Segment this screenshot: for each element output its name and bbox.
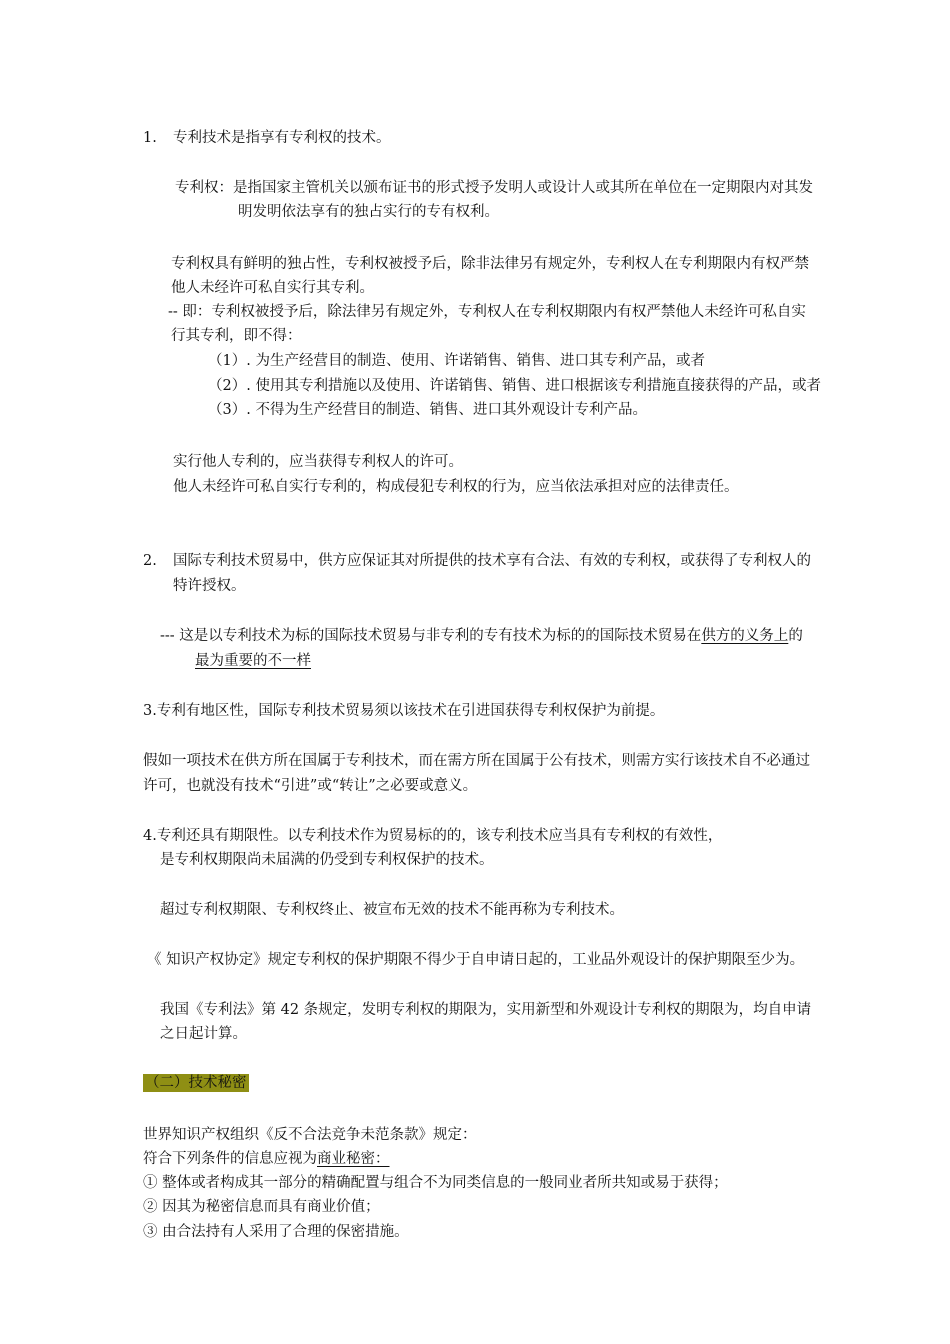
sub-item-1: （1）. 为生产经营目的制造、使用、许诺销售、销售、进口其专利产品，或者 xyxy=(208,353,705,369)
section-heading-trade-secret xyxy=(143,1072,249,1094)
note-prefix: --- 这是以专利技术为标的国际技术贸易与非专利的专有技术为标的的国际技术贸易在 xyxy=(160,628,702,644)
condition-1: ① 整体或者构成其一部分的精确配置与组合不为同类信息的一般同业者所共知或易于获得； xyxy=(143,1175,728,1191)
section2-line2: 特许授权。 xyxy=(173,578,246,594)
trade-secret-term: 商业秘密： xyxy=(317,1151,390,1167)
condition-2: ② 因其为秘密信息而具有商业价值； xyxy=(143,1199,380,1215)
exclusivity-line1: 专利权具有鲜明的独占性，专利权被授予后，除非法律另有规定外，专利权人在专利期限内有权严禁 xyxy=(171,256,809,272)
infringement-text: 他人未经许可私自实行专利的，构成侵犯专利权的行为，应当依法承担对应的法律责任。 xyxy=(173,479,739,495)
section4-law-line2: 之日起计算。 xyxy=(160,1026,247,1042)
section2-line1: 国际专利技术贸易中，供方应保证其对所提供的技术享有合法、有效的专利权，或获得了专利权人的 xyxy=(173,553,811,569)
note-underlined-obligation: 供方的义务上 xyxy=(701,628,789,644)
sub-item-2: （2）. 使用其专利措施以及使用、许诺销售、销售、进口根据该专利措施直接获得的产品，或者 xyxy=(208,378,821,394)
trade-secret-intro: 世界知识产权组织《反不合法竞争未范条款》规定： xyxy=(143,1127,477,1143)
section4-trips: 《 知识产权协定》规定专利权的保护期限不得少于自申请日起的，工业品外观设计的保护期限至少为。 xyxy=(147,952,805,968)
list-number-1: 1. xyxy=(143,130,157,146)
exclusivity-line2: 他人未经许可私自实行其专利。 xyxy=(171,280,374,296)
patent-right-def-line2: 明发明依法享有的独占实行的专有权利。 xyxy=(238,204,499,220)
section3-para-line2: 许可，也就没有技术“引进”或“转让”之必要或意义。 xyxy=(143,778,478,794)
highlighted-heading: （二）技术秘密 xyxy=(145,1075,247,1091)
note-suffix: 的 xyxy=(788,628,803,644)
sub-item-3: （3）. 不得为生产经营目的制造、销售、进口其外观设计专利产品。 xyxy=(208,402,647,418)
section3-para-line1: 假如一项技术在供方所在国属于专利技术，而在需方所在国属于公有技术，则需方实行该技术自不必通过 xyxy=(143,753,810,769)
patent-right-def-line1: 专利权：是指国家主管机关以颁布证书的形式授予发明人或设计人或其所在单位在一定期限内对其发 xyxy=(175,180,813,196)
condition-3: ③ 由合法持有人采用了合理的保密措施。 xyxy=(143,1224,409,1240)
patent-tech-definition: 专利技术是指享有专利权的技术。 xyxy=(173,130,391,146)
note-underlined-difference: 最为重要的不一样 xyxy=(195,653,311,669)
section3-line: 3.专利有地区性，国际专利技术贸易须以该技术在引进国获得专利权保护为前提。 xyxy=(143,703,665,719)
license-requirement: 实行他人专利的，应当获得专利权人的许可。 xyxy=(173,454,463,470)
ie-line2: 行其专利，即不得： xyxy=(171,328,302,344)
section2-note-line1 xyxy=(160,625,803,647)
trade-secret-conditions xyxy=(143,1148,390,1170)
section4-expiry: 超过专利权期限、专利权终止、被宣布无效的技术不能再称为专利技术。 xyxy=(160,902,624,918)
section4-law-line1: 我国《专利法》第 42 条规定，发明专利权的期限为，实用新型和外观设计专利权的期限为，均自申请 xyxy=(160,1002,812,1018)
cond-prefix: 符合下列条件的信息应视为 xyxy=(143,1151,317,1167)
section4-line1: 4.专利还具有期限性。以专利技术作为贸易标的的，该专利技术应当具有专利权的有效性， xyxy=(143,828,723,844)
ie-line1: -- 即：专利权被授予后，除法律另有规定外，专利权人在专利权期限内有权严禁他人未经许可私自实 xyxy=(168,304,806,320)
section2-note-line2 xyxy=(195,650,311,672)
section4-line2: 是专利权期限尚未届满的仍受到专利权保护的技术。 xyxy=(160,852,494,868)
list-number-2: 2. xyxy=(143,553,157,569)
